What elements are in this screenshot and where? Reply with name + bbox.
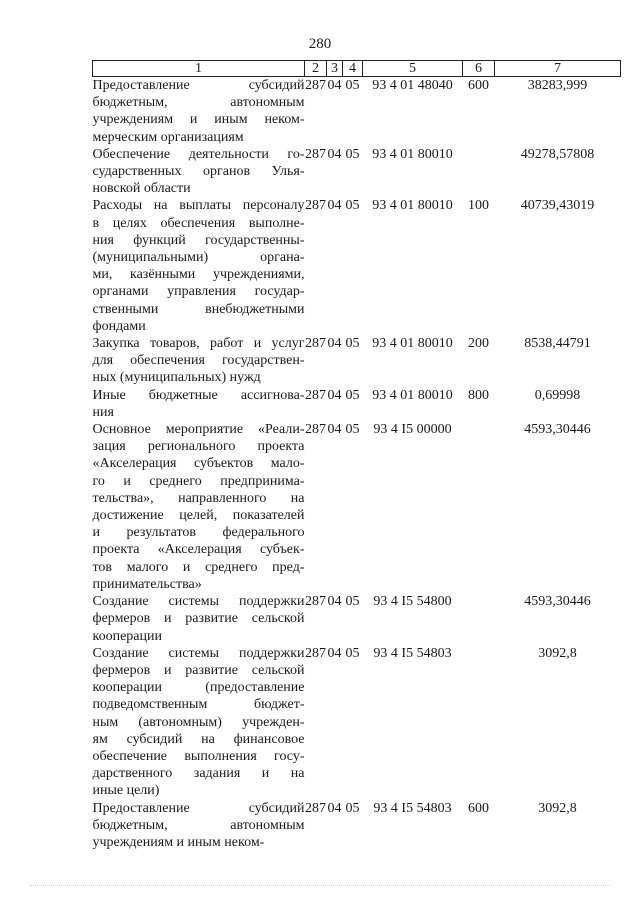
cell-amount: 3092,8 — [538, 645, 577, 661]
row-name-line: учреждениям и иным неком- — [92, 112, 305, 128]
cell-admin-code: 287 — [305, 422, 326, 438]
cell-admin-code: 287 — [305, 78, 326, 93]
table-row — [93, 146, 621, 198]
cell-target-article: 93 4 01 48040 — [372, 78, 453, 93]
row-name-line: достижение целей, показателей — [92, 508, 305, 524]
row-name-line: мерческим организациям — [92, 129, 244, 145]
table-row — [93, 335, 621, 387]
row-name-line: Предоставление субсидий — [92, 78, 305, 93]
cell-admin-code: 287 — [305, 387, 326, 403]
cell-amount: 49278,57808 — [520, 146, 595, 162]
table-row — [93, 197, 621, 335]
cell-section: 04 — [327, 422, 342, 438]
row-name-line: проекта «Акселерация субъек- — [92, 542, 305, 558]
table-row — [93, 387, 621, 421]
cell-amount: 3092,8 — [538, 800, 577, 816]
header-col-4: 4 — [343, 61, 363, 77]
cell-target-article: 93 4 I5 00000 — [373, 422, 452, 438]
cell-amount: 0,69998 — [534, 387, 581, 403]
cell-expense-type — [463, 593, 495, 645]
row-name-line: ям субсидий на финансовое — [92, 731, 305, 747]
cell-expense-type — [463, 146, 495, 198]
row-name-line: тельства», направленного на — [92, 490, 305, 506]
cell-subsection: 05 — [345, 594, 360, 610]
cell-target-article: 93 4 I5 54803 — [373, 800, 452, 816]
cell-target-article: 93 4 01 80010 — [372, 336, 453, 352]
row-name-line: Создание системы поддержки — [92, 594, 305, 610]
page-number: 280 — [308, 36, 332, 52]
cell-expense-type: 600 — [468, 800, 489, 816]
row-name-line: Иные бюджетные ассигнова- — [92, 387, 305, 403]
row-name-line: подведомственным бюджет- — [92, 697, 305, 713]
row-name — [93, 197, 305, 335]
row-name-line: Расходы на выплаты персоналу — [92, 198, 305, 214]
cell-target-article: 93 4 I5 54800 — [373, 594, 452, 610]
cell-expense-type: 100 — [468, 198, 489, 214]
row-name — [93, 335, 305, 387]
header-col-6: 6 — [463, 61, 495, 77]
cell-section: 04 — [327, 198, 342, 214]
cell-expense-type — [463, 645, 495, 800]
row-name — [93, 77, 305, 146]
cell-target-article: 93 4 01 80010 — [372, 198, 453, 214]
row-name-line: ственными внебюджетными — [92, 301, 305, 317]
row-name-line: го и среднего предпринима- — [92, 473, 305, 489]
cell-target-article: 93 4 01 80010 — [372, 387, 453, 403]
cell-section: 04 — [327, 336, 342, 352]
header-col-3: 3 — [327, 61, 343, 77]
cell-section: 04 — [327, 146, 342, 162]
row-name-line: иные цели) — [92, 783, 160, 799]
row-name-line: кооперации — [92, 628, 162, 644]
cell-amount: 40739,43019 — [520, 198, 595, 214]
header-col-1: 1 — [93, 61, 305, 77]
row-name-line: для обеспечения государствен- — [92, 353, 305, 369]
cell-admin-code: 287 — [305, 146, 326, 162]
row-name-line: кооперации (предоставление — [92, 680, 305, 696]
header-col-2: 2 — [305, 61, 327, 77]
row-name-line: бюджетным, автономным — [92, 95, 305, 111]
cell-subsection: 05 — [345, 146, 360, 162]
table-row — [93, 800, 621, 852]
cell-subsection: 05 — [345, 78, 360, 93]
row-name-line: новской области — [92, 181, 191, 197]
cell-admin-code: 287 — [305, 336, 326, 352]
row-name-line: Создание системы поддержки — [92, 645, 305, 661]
budget-table — [92, 60, 621, 851]
row-name-line: фермеров и развитие сельской — [92, 662, 305, 678]
header-col-7: 7 — [495, 61, 621, 77]
cell-subsection: 05 — [345, 336, 360, 352]
row-name-line: обеспечение выполнения госу- — [92, 748, 305, 764]
header-row — [93, 61, 621, 77]
cell-subsection: 05 — [345, 198, 360, 214]
cell-section: 04 — [327, 645, 342, 661]
row-name-line: Основное мероприятие «Реали- — [92, 422, 305, 438]
cell-section: 04 — [327, 387, 342, 403]
cell-amount: 4593,30446 — [524, 594, 591, 610]
row-name-line: дарственного задания и на — [92, 766, 305, 782]
row-name-line: ным (автономным) учрежден- — [92, 714, 305, 730]
cell-section: 04 — [327, 78, 342, 93]
header-col-5: 5 — [363, 61, 463, 77]
table-row — [93, 77, 621, 146]
cell-admin-code: 287 — [305, 645, 326, 661]
row-name-line: и результатов федерального — [92, 525, 305, 541]
row-name-line: фермеров и развитие сельской — [92, 611, 305, 627]
cell-subsection: 05 — [345, 422, 360, 438]
cell-amount: 38283,999 — [527, 78, 588, 93]
cell-section: 04 — [327, 594, 342, 610]
row-name — [93, 645, 305, 800]
row-name-line: тов малого и среднего пред- — [92, 559, 305, 575]
cell-admin-code: 287 — [305, 594, 326, 610]
row-name-line: ния — [92, 404, 114, 420]
row-name-line: сударственных органов Улья- — [92, 164, 305, 180]
row-name-line: ми, казёнными учреждениями, — [92, 267, 305, 283]
row-name — [93, 146, 305, 198]
cell-section: 04 — [327, 800, 342, 816]
cell-admin-code: 287 — [305, 198, 326, 214]
cell-expense-type: 800 — [468, 387, 489, 403]
cell-subsection: 05 — [345, 800, 360, 816]
row-name-line: Закупка товаров, работ и услуг — [92, 336, 305, 352]
row-name — [93, 593, 305, 645]
row-name-line: учреждениям и иным неком- — [92, 834, 265, 850]
row-name-line: фондами — [92, 318, 146, 334]
cell-amount: 4593,30446 — [524, 422, 591, 438]
row-name-line: бюджетным, автономным — [92, 817, 305, 833]
row-name-line: зация регионального проекта — [92, 439, 305, 455]
row-name-line: Предоставление субсидий — [92, 800, 305, 816]
row-name — [93, 387, 305, 421]
cell-target-article: 93 4 I5 54803 — [373, 645, 452, 661]
cell-admin-code: 287 — [305, 800, 326, 816]
row-name — [93, 421, 305, 593]
cell-expense-type: 600 — [468, 78, 489, 93]
row-name-line: «Акселерация субъектов мало- — [92, 456, 305, 472]
table-row — [93, 645, 621, 800]
row-name-line: Обеспечение деятельности го- — [92, 146, 305, 162]
table-row — [93, 421, 621, 593]
row-name-line: ных (муниципальных) нужд — [92, 370, 261, 386]
cell-expense-type: 200 — [468, 336, 489, 352]
cell-target-article: 93 4 01 80010 — [372, 146, 453, 162]
row-name-line: принимательства» — [92, 576, 202, 592]
row-name-line: ния функций государственны- — [92, 232, 305, 248]
row-name-line: (муниципальными) органа- — [92, 250, 305, 266]
scan-edge — [30, 885, 610, 886]
table-row — [93, 593, 621, 645]
cell-subsection: 05 — [345, 645, 360, 661]
cell-amount: 8538,44791 — [524, 336, 591, 352]
row-name-line: в целях обеспечения выполне- — [92, 215, 305, 231]
row-name-line: органами управления государ- — [92, 284, 305, 300]
cell-expense-type — [463, 421, 495, 593]
cell-subsection: 05 — [345, 387, 360, 403]
row-name — [93, 800, 305, 852]
